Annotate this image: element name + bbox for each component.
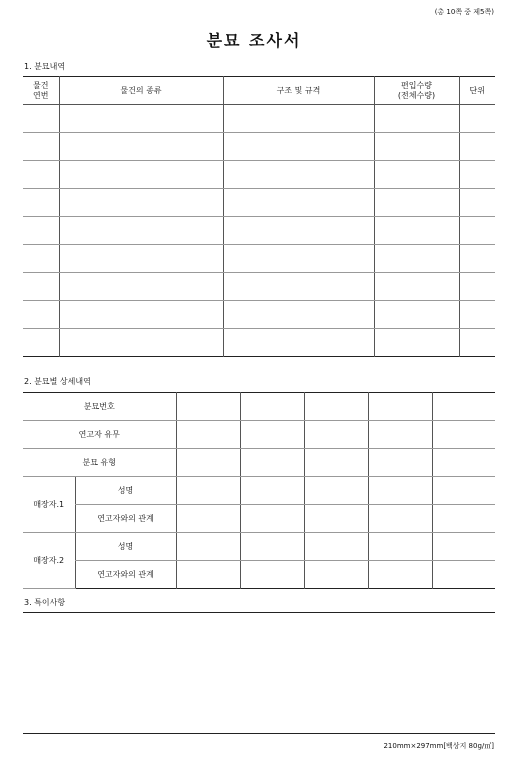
label-kin: 연고자 유무 <box>23 421 176 449</box>
header-spec: 구조 및 규격 <box>223 77 374 105</box>
cell[interactable] <box>374 273 459 301</box>
cell[interactable] <box>240 449 304 477</box>
cell[interactable] <box>432 421 495 449</box>
cell[interactable] <box>459 133 495 161</box>
cell[interactable] <box>374 133 459 161</box>
cell[interactable] <box>432 561 495 589</box>
cell[interactable] <box>459 189 495 217</box>
header-type: 물건의 종류 <box>59 77 223 105</box>
cell[interactable] <box>59 133 223 161</box>
cell[interactable] <box>223 329 374 357</box>
cell[interactable] <box>459 161 495 189</box>
cell[interactable] <box>23 245 59 273</box>
page-title: 분묘 조사서 <box>206 31 302 50</box>
cell[interactable] <box>59 189 223 217</box>
table-row <box>23 105 495 133</box>
cell[interactable] <box>459 329 495 357</box>
cell[interactable] <box>59 217 223 245</box>
cell[interactable] <box>23 301 59 329</box>
cell[interactable] <box>304 449 368 477</box>
cell[interactable] <box>459 245 495 273</box>
table-row <box>23 133 495 161</box>
cell[interactable] <box>176 561 240 589</box>
cell[interactable] <box>176 421 240 449</box>
cell[interactable] <box>176 477 240 505</box>
label-name: 성명 <box>75 477 176 505</box>
cell[interactable] <box>432 449 495 477</box>
cell[interactable] <box>176 393 240 421</box>
table-row <box>23 329 495 357</box>
section3-heading: 3. 특이사항 <box>24 598 66 607</box>
cell[interactable] <box>374 189 459 217</box>
cell[interactable] <box>176 449 240 477</box>
cell[interactable] <box>432 477 495 505</box>
cell[interactable] <box>368 393 432 421</box>
grave-detail-table <box>23 392 495 589</box>
table-row <box>23 421 495 449</box>
cell[interactable] <box>176 505 240 533</box>
cell[interactable] <box>59 301 223 329</box>
cell[interactable] <box>304 393 368 421</box>
header-unit: 단위 <box>459 77 495 105</box>
cell[interactable] <box>23 133 59 161</box>
cell[interactable] <box>459 301 495 329</box>
divider <box>23 612 495 613</box>
table-row <box>23 449 495 477</box>
table-row <box>23 301 495 329</box>
cell[interactable] <box>374 105 459 133</box>
cell[interactable] <box>23 329 59 357</box>
cell[interactable] <box>23 273 59 301</box>
cell[interactable] <box>59 245 223 273</box>
cell[interactable] <box>368 505 432 533</box>
cell[interactable] <box>223 217 374 245</box>
label-relative-1: 매장자.1 <box>23 477 75 533</box>
cell[interactable] <box>23 189 59 217</box>
grave-list-table <box>23 76 495 357</box>
cell[interactable] <box>240 561 304 589</box>
cell[interactable] <box>23 217 59 245</box>
cell[interactable] <box>59 329 223 357</box>
table-row <box>23 217 495 245</box>
cell[interactable] <box>374 217 459 245</box>
cell[interactable] <box>223 189 374 217</box>
cell[interactable] <box>59 105 223 133</box>
cell[interactable] <box>432 393 495 421</box>
cell[interactable] <box>368 533 432 561</box>
cell[interactable] <box>223 301 374 329</box>
cell[interactable] <box>459 273 495 301</box>
label-name: 성명 <box>75 533 176 561</box>
section1-heading: 1. 분묘내역 <box>24 62 66 71</box>
cell[interactable] <box>374 329 459 357</box>
label-grave-no: 분묘번호 <box>23 393 176 421</box>
section2-heading: 2. 분묘별 상세내역 <box>24 377 91 386</box>
label-relation: 연고자와의 관계 <box>75 505 176 533</box>
label-grave-type: 분묘 유형 <box>23 449 176 477</box>
table-row <box>23 533 495 561</box>
label-relative-2: 매장자.2 <box>23 533 75 589</box>
cell[interactable] <box>59 273 223 301</box>
divider <box>23 733 495 734</box>
cell[interactable] <box>432 505 495 533</box>
table-row <box>23 561 495 589</box>
cell[interactable] <box>223 105 374 133</box>
cell[interactable] <box>374 161 459 189</box>
cell[interactable] <box>304 533 368 561</box>
label-relation: 연고자와의 관계 <box>75 561 176 589</box>
cell[interactable] <box>223 273 374 301</box>
cell[interactable] <box>368 421 432 449</box>
cell[interactable] <box>459 217 495 245</box>
cell[interactable] <box>368 449 432 477</box>
cell[interactable] <box>304 421 368 449</box>
table-row <box>23 245 495 273</box>
header-qty: 편입수량 (전체수량) <box>374 77 459 105</box>
table-row <box>23 505 495 533</box>
header-no: 물건 연번 <box>23 77 59 105</box>
table-row <box>23 189 495 217</box>
cell[interactable] <box>459 105 495 133</box>
cell[interactable] <box>432 533 495 561</box>
paper-spec: 210mm×297mm[백상지 80g/㎡] <box>383 742 494 750</box>
cell[interactable] <box>23 161 59 189</box>
table-row <box>23 477 495 505</box>
table-header-row <box>23 77 495 105</box>
page-note: (총 10쪽 중 제5쪽) <box>434 8 494 16</box>
cell[interactable] <box>240 505 304 533</box>
cell[interactable] <box>223 245 374 273</box>
cell[interactable] <box>240 477 304 505</box>
cell[interactable] <box>368 561 432 589</box>
cell[interactable] <box>223 133 374 161</box>
table-row <box>23 393 495 421</box>
table-row <box>23 273 495 301</box>
cell[interactable] <box>304 505 368 533</box>
cell[interactable] <box>240 421 304 449</box>
cell[interactable] <box>59 161 223 189</box>
cell[interactable] <box>223 161 374 189</box>
cell[interactable] <box>240 393 304 421</box>
cell[interactable] <box>374 245 459 273</box>
cell[interactable] <box>304 477 368 505</box>
cell[interactable] <box>304 561 368 589</box>
cell[interactable] <box>368 477 432 505</box>
cell[interactable] <box>374 301 459 329</box>
cell[interactable] <box>240 533 304 561</box>
cell[interactable] <box>23 105 59 133</box>
table-row <box>23 161 495 189</box>
cell[interactable] <box>176 533 240 561</box>
